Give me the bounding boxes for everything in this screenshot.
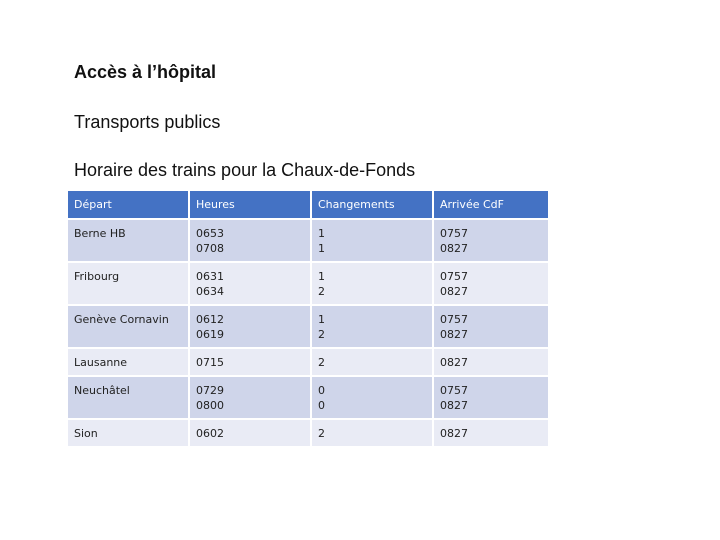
cell-value: 0634: [196, 285, 224, 298]
column-header-heures: Heures: [190, 191, 312, 218]
cell-depart: Fribourg: [68, 263, 190, 304]
cell-changements: [312, 349, 434, 375]
cell-heures: [190, 349, 312, 375]
table-row: [68, 420, 548, 446]
cell-arrivee: [434, 263, 548, 304]
cell-value: 2: [318, 328, 325, 341]
cell-value: 0827: [440, 356, 468, 369]
cell-value: 1: [318, 313, 325, 326]
table-row: [68, 306, 548, 347]
cell-value: 0653: [196, 227, 224, 240]
table-row: [68, 263, 548, 304]
cell-value: 0715: [196, 356, 224, 369]
cell-value: 0612: [196, 313, 224, 326]
table-title: Horaire des trains pour la Chaux-de-Fonds: [74, 160, 416, 180]
cell-depart: Neuchâtel: [68, 377, 190, 418]
cell-changements: [312, 220, 434, 261]
cell-value: 0631: [196, 270, 224, 283]
table-row: [68, 349, 548, 375]
table-row: [68, 377, 548, 418]
cell-depart: Lausanne: [68, 349, 190, 375]
column-header-arrivee: Arrivée CdF: [434, 191, 548, 218]
cell-value: 0827: [440, 427, 468, 440]
cell-heures: [190, 306, 312, 347]
cell-value: 0708: [196, 242, 224, 255]
cell-changements: [312, 306, 434, 347]
cell-arrivee: [434, 420, 548, 446]
cell-value: 0757: [440, 270, 468, 283]
cell-arrivee: [434, 377, 548, 418]
cell-heures: [190, 420, 312, 446]
page-title: Accès à l’hôpital: [74, 62, 217, 82]
cell-arrivee: [434, 306, 548, 347]
cell-value: 0729: [196, 384, 224, 397]
cell-value: 0800: [196, 399, 224, 412]
cell-value: 0827: [440, 242, 468, 255]
column-header-changements: Changements: [312, 191, 434, 218]
cell-value: 2: [318, 427, 325, 440]
cell-value: 0827: [440, 328, 468, 341]
cell-value: 0619: [196, 328, 224, 341]
cell-value: 2: [318, 356, 325, 369]
cell-depart: Sion: [68, 420, 190, 446]
cell-value: 1: [318, 242, 325, 255]
table-header-row: [68, 191, 548, 218]
cell-value: 0757: [440, 384, 468, 397]
cell-depart: Berne HB: [68, 220, 190, 261]
cell-value: 0: [318, 384, 325, 397]
cell-heures: [190, 377, 312, 418]
cell-heures: [190, 220, 312, 261]
cell-changements: [312, 263, 434, 304]
cell-value: 0602: [196, 427, 224, 440]
cell-value: 0827: [440, 399, 468, 412]
cell-arrivee: [434, 349, 548, 375]
cell-value: 0757: [440, 313, 468, 326]
cell-value: 1: [318, 227, 325, 240]
section-subtitle: Transports publics: [74, 112, 221, 132]
cell-heures: [190, 263, 312, 304]
cell-value: 1: [318, 270, 325, 283]
table-row: [68, 220, 548, 261]
cell-depart: Genève Cornavin: [68, 306, 190, 347]
cell-value: 0: [318, 399, 325, 412]
cell-arrivee: [434, 220, 548, 261]
column-header-depart: Départ: [68, 191, 190, 218]
cell-value: 0757: [440, 227, 468, 240]
train-schedule-table: [68, 189, 548, 448]
cell-value: 0827: [440, 285, 468, 298]
cell-value: 2: [318, 285, 325, 298]
cell-changements: [312, 377, 434, 418]
cell-changements: [312, 420, 434, 446]
